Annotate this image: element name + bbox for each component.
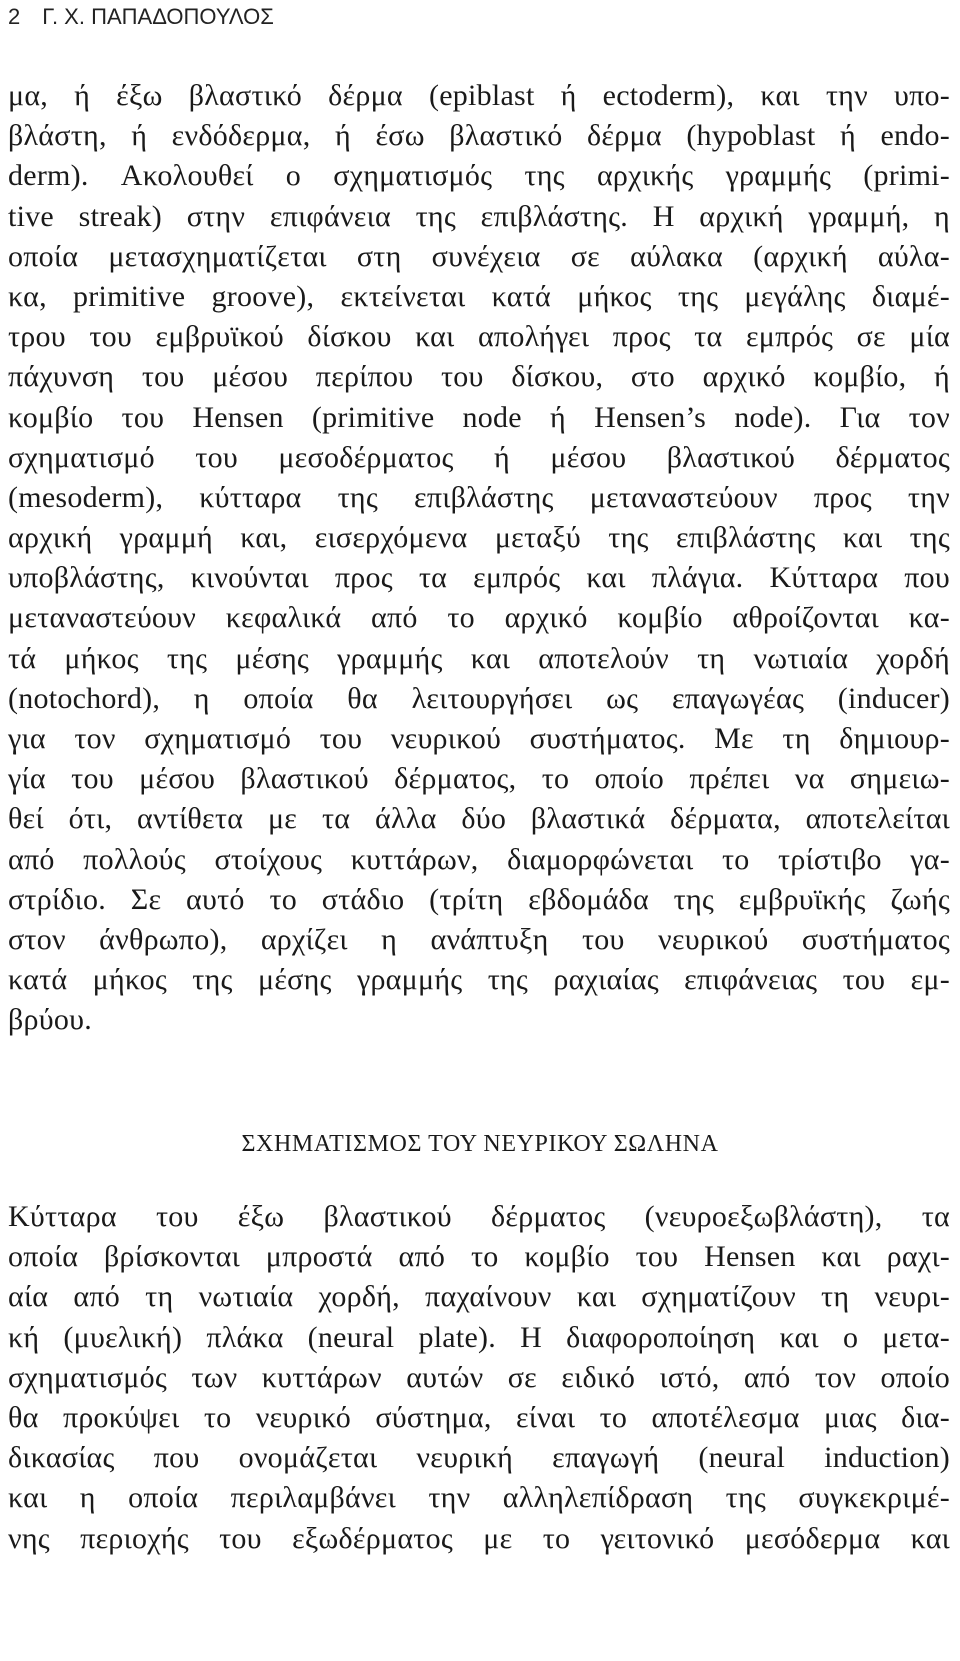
text-line: στρίδιο. Σε αυτό το στάδιο (τρίτη εβδομάδα της εμβρυϊκής ζωής bbox=[8, 882, 950, 916]
text-line: κή (μυελική) πλάκα (neural plate). Η διαφοροποίηση και ο μετα- bbox=[8, 1320, 950, 1354]
author-name: Γ. Χ. ΠΑΠΑΔΟΠΟΥΛΟΣ bbox=[42, 4, 274, 29]
text-line: τά μήκος της μέσης γραμμής και αποτελούν τη νωτιαία χορδή bbox=[8, 641, 950, 675]
text-line: για τον σχηματισμό του νευρικού συστήματος. Με τη δημιουρ- bbox=[8, 722, 950, 755]
text-line: σχηματισμό του μεσοδέρματος ή μέσου βλαστικού δέρματος bbox=[8, 440, 950, 474]
text-line: θεί ότι, αντίθετα με τα άλλα δύο βλαστικά δέρματα, αποτελείται bbox=[8, 802, 950, 836]
text-line: οποία βρίσκονται μπροστά από το κομβίο του Hensen και ραχι- bbox=[8, 1240, 950, 1274]
text-line: (notochord), η οποία θα λειτουργήσει ως επαγωγέας (inducer) bbox=[8, 681, 950, 715]
text-line: (mesoderm), κύτταρα της επιβλάστης μεταναστεύουν προς την bbox=[8, 480, 950, 514]
paragraph-2 bbox=[8, 1197, 950, 1559]
text-line: δικασίας που ονομάζεται νευρική επαγωγή (neural induction) bbox=[8, 1441, 950, 1475]
text-line: οποία μετασχηματίζεται στη συνέχεια σε αύλακα (αρχική αύλα- bbox=[8, 239, 950, 273]
text-line: τρου του εμβρυϊκού δίσκου και απολήγει προς τα εμπρός σε μία bbox=[8, 320, 950, 354]
text-line: και η οποία περιλαμβάνει την αλληλεπίδραση της συγκεκριμέ- bbox=[8, 1481, 950, 1515]
text-line: πάχυνση του μέσου περίπου του δίσκου, στο αρχικό κομβίο, ή bbox=[8, 360, 950, 394]
text-line: αία από τη νωτιαία χορδή, παχαίνουν και σχηματίζουν τη νευρι- bbox=[8, 1280, 950, 1314]
text-line: αρχική γραμμή και, εισερχόμενα μεταξύ της επιβλάστης και της bbox=[8, 521, 950, 555]
running-head bbox=[8, 2, 274, 32]
text-line: μα, ή έξω βλαστικό δέρμα (epiblast ή ectoderm), και την υπο- bbox=[8, 79, 950, 112]
text-line: νης περιοχής του εξωδέρματος με το γειτονικό μεσόδερμα και bbox=[8, 1521, 950, 1555]
text-line: από πολλούς στοίχους κυττάρων, διαμορφώνεται το τρίστιβο γα- bbox=[8, 842, 950, 876]
text-line: derm). Ακολουθεί ο σχηματισμός της αρχικής γραμμής (primi- bbox=[8, 159, 950, 193]
text-line: Κύτταρα του έξω βλαστικού δέρματος (νευροεξωβλάστη), τα bbox=[8, 1200, 950, 1233]
text-line: βλάστη, ή ενδόδερμα, ή έσω βλαστικό δέρμα (hypoblast ή endo- bbox=[8, 119, 950, 153]
text-line: κατά μήκος της μέσης γραμμής της ραχιαίας επιφάνειας του εμ- bbox=[8, 963, 950, 997]
text-line: σχηματισμός των κυττάρων αυτών σε ειδικό ιστό, από τον οποίο bbox=[8, 1360, 950, 1394]
text-line: θα προκύψει το νευρικό σύστημα, είναι το αποτέλεσμα μιας δια- bbox=[8, 1400, 950, 1434]
paragraph-1 bbox=[8, 76, 950, 1041]
text-line: μεταναστεύουν κεφαλικά από το αρχικό κομβίο αθροίζονται κα- bbox=[8, 601, 950, 635]
text-line: κα, primitive groove), εκτείνεται κατά μήκος της μεγάλης διαμέ- bbox=[8, 279, 950, 313]
text-line: υποβλάστης, κινούνται προς τα εμπρός και πλάγια. Κύτταρα που bbox=[8, 561, 950, 595]
text-line: στον άνθρωπο), αρχίζει η ανάπτυξη του νευρικού συστήματος bbox=[8, 922, 950, 956]
text-line: tive streak) στην επιφάνεια της επιβλάστης. Η αρχική γραμμή, η bbox=[8, 199, 950, 233]
text-line: κομβίο του Hensen (primitive node ή Hensen’s node). Για τον bbox=[8, 400, 950, 434]
text-line: γία του μέσου βλαστικού δέρματος, το οποίο πρέπει να σημειω- bbox=[8, 762, 950, 796]
text-line: βρύου. bbox=[8, 1003, 92, 1037]
section-heading: ΣΧΗΜΑΤΙΣΜΟΣ ΤΟΥ ΝΕΥΡΙΚΟΥ ΣΩΛΗΝΑ bbox=[241, 1131, 719, 1157]
page-number: 2 bbox=[8, 4, 21, 29]
